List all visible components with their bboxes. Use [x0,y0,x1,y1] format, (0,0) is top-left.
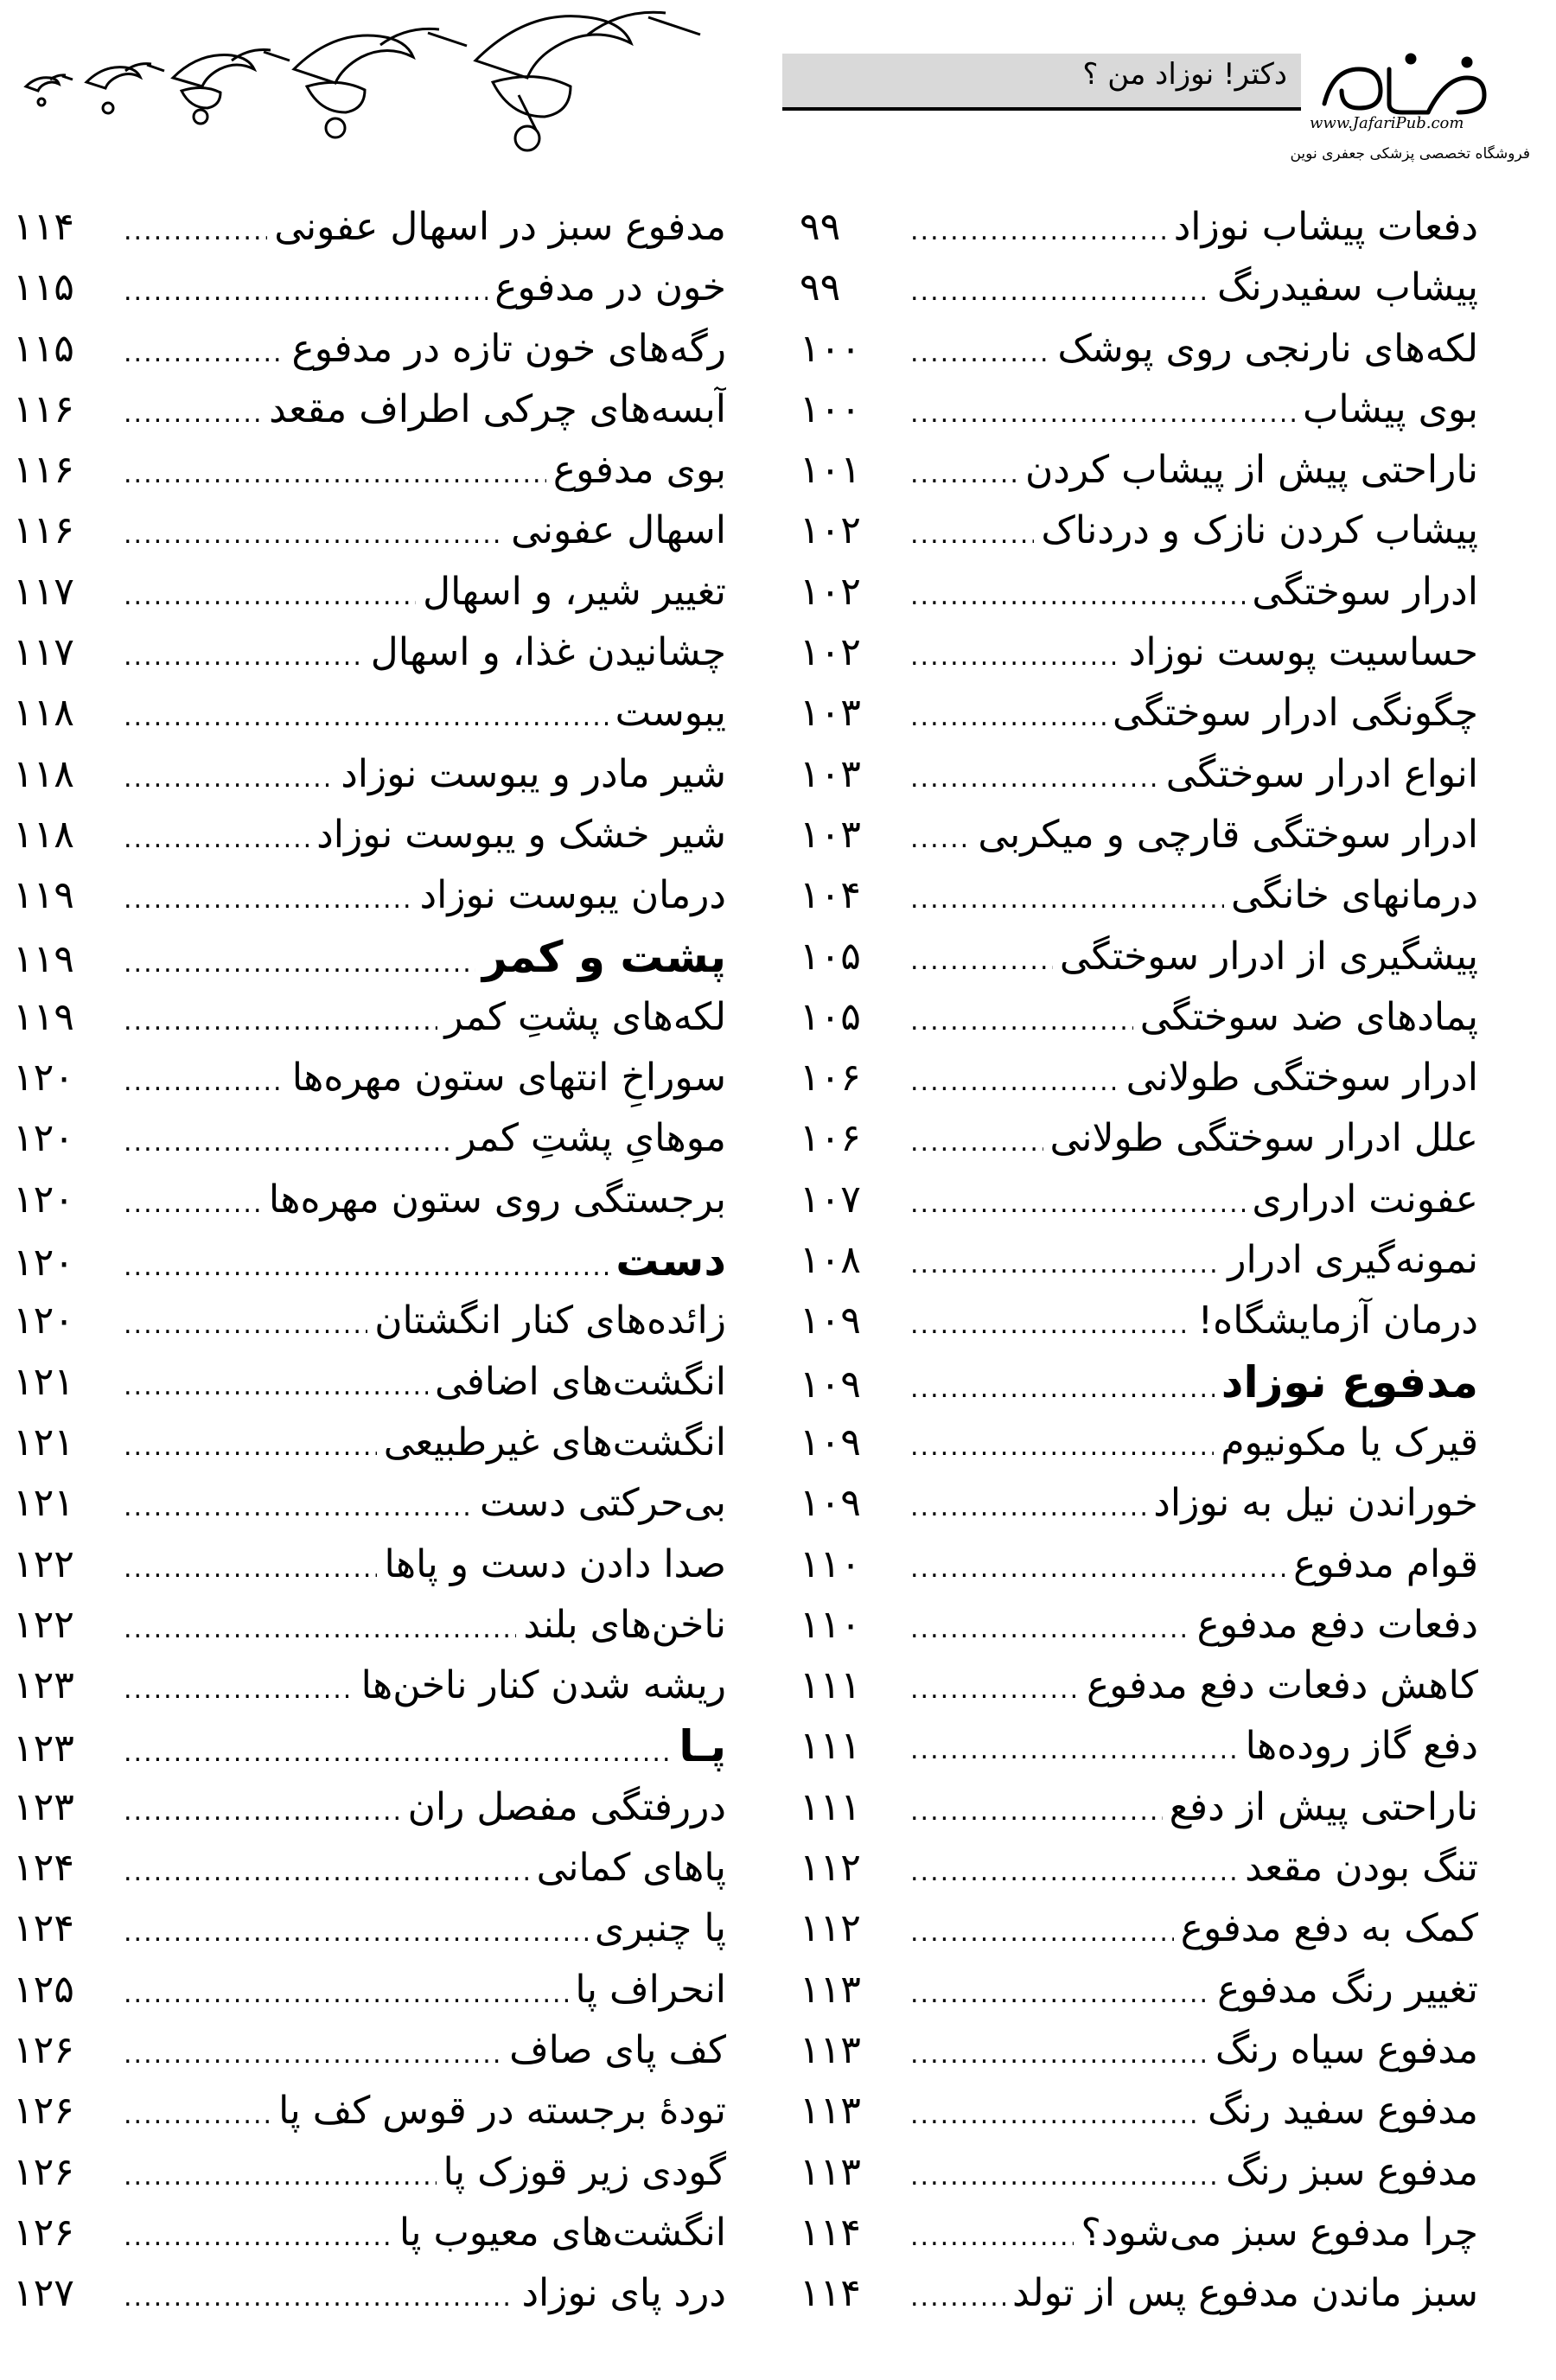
toc-dot-leader [910,1174,1245,1230]
toc-entry-title: تغییر شیر، و اسهال [423,569,726,614]
toc-dot-leader [124,2025,502,2081]
toc-entry-title: مدفوع سفید رنگ [1207,2089,1478,2134]
toc-dot-leader [910,1359,1215,1413]
toc-dot-leader [910,627,1122,683]
toc-entry-title: آبسه‌های چرکی اطراف مقعد [269,386,726,431]
toc-entry [13,258,726,318]
toc-page-number: ۱۱۷ [13,569,74,614]
toc-entry-title: مدفوع سیاه رنگ [1215,2027,1478,2072]
toc-page-number: ۱۰۰ [800,326,861,371]
toc-entry-title: سبز ماندن مدفوع پس از تولد [1012,2271,1478,2316]
toc-entry-title: پشت و کمر [481,931,726,982]
toc-section-heading [13,927,726,987]
toc-page-number: ۱۰۹ [800,1481,861,1526]
toc-column-right [800,197,1478,2376]
toc-dot-leader [910,444,1018,501]
book-title: دکتر! نوزاد من ؟ [1082,57,1287,92]
toc-entry [13,1898,726,1959]
toc-dot-leader [124,1599,516,1656]
toc-dot-leader [910,1903,1174,1959]
toc-entry [800,1535,1478,1595]
toc-entry-title: قوام مدفوع [1293,1541,1478,1586]
toc-page-number: ۱۲۳ [13,1663,74,1708]
toc-entry [800,1656,1478,1716]
toc-page-number: ۱۲۶ [13,2089,74,2134]
toc-entry [13,683,726,743]
toc-dot-leader [124,505,504,561]
toc-dot-leader [910,384,1296,440]
toc-page-number: ۱۱۴ [800,2210,861,2255]
store-name: فروشگاه تخصصی پزشکی جعفری نوین [1290,145,1530,163]
toc-entry-title: نمونه‌گیری ادرار [1228,1238,1478,1283]
toc-entry [800,197,1478,258]
toc-section-heading [800,1352,1478,1413]
toc-entry-title: موهایِ پشتِ کمر [457,1116,726,1161]
toc-dot-leader [910,2207,1074,2263]
toc-entry [13,744,726,805]
toc-entry [13,2020,726,2081]
toc-entry-title: مدفوع نوزاد [1221,1356,1478,1407]
toc-dot-leader [124,2207,392,2263]
toc-page-number: ۱۲۱ [13,1420,74,1464]
toc-entry-title: ادرار سوختگی [1252,569,1478,614]
toc-dot-leader [124,444,546,501]
toc-entry-title: ناخن‌های بلند [523,1602,726,1647]
toc-entry-title: چرا مدفوع سبز می‌شود؟ [1081,2210,1478,2255]
toc-entry-title: پا چنبری [594,1906,726,1951]
toc-entry [800,1595,1478,1656]
toc-dot-leader [910,809,971,865]
toc-entry-title: علل ادرار سوختگی طولانی [1049,1116,1478,1161]
toc-page-number: ۱۲۱ [13,1359,74,1404]
toc-entry [800,987,1478,1048]
toc-page-number: ۱۱۸ [13,812,74,857]
toc-entry [13,622,726,683]
toc-page-number: ۱۰۱ [800,448,861,493]
toc-page-number: ۱۰۲ [800,630,861,675]
toc-list [800,197,1478,2324]
toc-entry-title: سوراخِ انتهای ستون مهره‌ها [291,1056,726,1101]
toc-entry [13,1048,726,1108]
toc-dot-leader [910,1295,1191,1351]
toc-dot-leader [124,262,488,318]
toc-page-number: ۹۹ [800,265,841,310]
toc-page-number: ۱۰۵ [800,994,861,1039]
toc-page-number: ۱۲۳ [13,1784,74,1829]
toc-page-number: ۹۹ [800,205,841,249]
toc-entry-title: درمان یبوست نوزاد [419,873,726,918]
toc-dot-leader [124,201,267,258]
toc-page-number: ۱۱۹ [13,873,74,918]
toc-dot-leader [910,1599,1190,1656]
toc-dot-leader [124,2268,514,2324]
toc-entry [800,1960,1478,2020]
toc-dot-leader [910,1539,1286,1595]
toc-page-number: ۱۰۲ [800,569,861,614]
toc-entry-title: عفونت ادراری [1252,1177,1478,1222]
toc-entry-title: دفعات پیشاب نوزاد [1173,205,1478,249]
toc-page-number: ۱۱۳ [800,1967,861,2012]
stork-illustration-icon [9,0,743,156]
toc-entry-title: صدا دادن دست و پاها [384,1541,726,1586]
toc-entry [800,562,1478,622]
toc-entry [800,2081,1478,2141]
toc-page-number: ۱۲۰ [13,1056,74,1101]
toc-dot-leader [124,1660,354,1716]
toc-dot-leader [124,870,413,926]
toc-entry-title: درمان آزمایشگاه! [1197,1298,1478,1343]
toc-page-number: ۱۱۴ [13,205,74,249]
publisher-url: www.JafariPub.com [1310,114,1464,132]
toc-page-number: ۱۱۳ [800,2149,861,2194]
toc-entry [800,2020,1478,2081]
toc-page-number: ۱۱۲ [800,1906,861,1951]
toc-dot-leader [910,2268,1005,2324]
toc-dot-leader [124,1052,285,1108]
toc-entry [800,622,1478,683]
toc-entry [13,380,726,440]
toc-dot-leader [910,1720,1239,1777]
toc-entry-title: شیر مادر و یبوست نوزاد [341,751,726,796]
toc-column-left [13,197,726,2376]
toc-entry-title: کمک به دفع مدفوع [1180,1906,1478,1951]
toc-entry [13,319,726,380]
toc-entry [13,865,726,926]
toc-dot-leader [910,505,1034,561]
toc-entry-title: کاهش دفعات دفع مدفوع [1086,1663,1478,1708]
toc-entry [13,1595,726,1656]
toc-entry-title: دررفتگی مفصل ران [407,1784,726,1829]
toc-dot-leader [910,2147,1219,2203]
toc-page-number: ۱۰۶ [800,1056,861,1101]
toc-entry [13,501,726,561]
toc-entry [800,2203,1478,2263]
toc-dot-leader [910,1782,1163,1838]
toc-entry [800,1838,1478,1898]
toc-entry [800,2263,1478,2324]
toc-list [13,197,726,2324]
toc-entry-title: انگشت‌های معیوب پا [399,2210,726,2255]
toc-entry-title: کف پای صاف [509,2027,726,2072]
toc-entry-title: بوی پیشاب [1302,386,1478,431]
toc-entry [13,1838,726,1898]
toc-entry-title: ناراحتی پیش از پیشاب کردن [1024,448,1478,493]
toc-entry [800,501,1478,561]
toc-entry-title: چگونگی ادرار سوختگی [1112,691,1478,736]
toc-dot-leader [124,1417,377,1473]
toc-dot-leader [910,2085,1201,2141]
toc-dot-leader [910,931,1053,987]
toc-page-number: ۱۰۳ [800,691,861,736]
toc-entry [800,440,1478,501]
toc-entry [800,1716,1478,1777]
toc-entry-title: قیرک یا مکونیوم [1221,1420,1478,1464]
toc-entry-title: خوراندن نیل به نوزاد [1153,1481,1478,1526]
toc-entry [800,2142,1478,2203]
page-header [0,0,1556,173]
toc-page-number: ۱۰۷ [800,1177,861,1222]
toc-entry [800,1898,1478,1959]
toc-page-number: ۱۰۹ [800,1420,861,1464]
toc-page-number: ۱۰۹ [800,1298,861,1343]
toc-entry-title: گودی زیر قوزک پا [443,2149,726,2194]
toc-entry [13,987,726,1048]
toc-dot-leader [910,870,1224,926]
toc-entry [800,258,1478,318]
toc-entry-title: شیر خشک و یبوست نوزاد [316,812,726,857]
toc-entry [13,1291,726,1351]
toc-page-number: ۱۲۲ [13,1602,74,1647]
toc-dot-leader [124,749,334,805]
toc-page-number: ۱۱۹ [13,936,74,981]
toc-page-number: ۱۰۸ [800,1238,861,1283]
toc-entry-title: تنگ بودن مقعد [1245,1846,1478,1891]
toc-page-number: ۱۱۸ [13,751,74,796]
toc-dot-leader [910,1052,1119,1108]
toc-page-number: ۱۲۰ [13,1116,74,1161]
toc-page-number: ۱۰۶ [800,1116,861,1161]
toc-entry [800,319,1478,380]
toc-dot-leader [124,809,309,865]
toc-page-number: ۱۱۴ [800,2271,861,2316]
toc-entry-title: لکه‌های نارنجی روی پوشک [1057,326,1478,371]
toc-page-number: ۱۱۲ [800,1846,861,1891]
toc-dot-leader [910,566,1245,622]
toc-dot-leader [910,201,1167,258]
toc-dot-leader [124,1842,530,1898]
toc-dot-leader [124,566,416,622]
toc-entry-title: بوی مدفوع [552,448,726,493]
toc-entry [13,1535,726,1595]
toc-entry-title: پـا [679,1721,726,1772]
toc-page-number: ۱۲۲ [13,1541,74,1586]
toc-entry-title: زائده‌های کنار انگشتان [374,1298,726,1343]
toc-dot-leader [910,1113,1043,1169]
toc-dot-leader [124,1782,401,1838]
toc-entry-title: ریشه شدن کنار ناخن‌ها [360,1663,726,1708]
toc-dot-leader [124,1295,367,1351]
toc-entry-title: بی‌حرکتی دست [480,1481,726,1526]
toc-entry-title: مدفوع سبز در اسهال عفونی [274,205,726,249]
toc-section-heading [13,1230,726,1291]
toc-entry-title: پیشگیری از ادرار سوختگی [1059,934,1478,979]
toc-entry [13,2203,726,2263]
toc-page-number: ۱۰۳ [800,812,861,857]
toc-dot-leader [910,1417,1214,1473]
toc-dot-leader [124,627,364,683]
toc-page-number: ۱۲۳ [13,1726,74,1771]
toc-entry-title: درمانهای خانگی [1231,873,1478,918]
toc-entry [13,1352,726,1413]
toc-page-number: ۱۰۰ [800,386,861,431]
toc-entry-title: دست [615,1235,726,1286]
toc-page-number: ۱۱۰ [800,1541,861,1586]
toc-dot-leader [910,323,1050,380]
toc-entry-title: حساسیت پوست نوزاد [1128,630,1478,675]
toc-page-number: ۱۱۱ [800,1724,861,1769]
toc-entry [800,805,1478,865]
toc-page-number: ۱۱۱ [800,1663,861,1708]
toc-page-number: ۱۰۳ [800,751,861,796]
toc-dot-leader [124,1964,568,2020]
toc-entry-title: لکه‌های پشتِ کمر [444,994,726,1039]
toc-entry-title: چشانیدن غذا، و اسهال [370,630,726,675]
toc-entry-title: اسهال عفونی [511,508,726,553]
toc-dot-leader [910,2025,1208,2081]
toc-entry-title: انگشت‌های اضافی [435,1359,726,1404]
toc-dot-leader [124,2085,271,2141]
toc-entry-title: دفعات دفع مدفوع [1196,1602,1478,1647]
toc-entry-title: ناراحتی پیش از دفع [1169,1784,1478,1829]
toc-entry [800,380,1478,440]
toc-page-number: ۱۱۱ [800,1784,861,1829]
toc-entry-title: رگه‌های خون تازه در مدفوع [291,326,726,371]
toc-entry [13,2081,726,2141]
toc-page-number: ۱۱۰ [800,1602,861,1647]
toc-entry [800,1230,1478,1291]
toc-entry [800,683,1478,743]
toc-page-number: ۱۱۷ [13,630,74,675]
toc-entry [13,2263,726,2324]
toc-page-number: ۱۱۶ [13,448,74,493]
toc-page-number: ۱۲۵ [13,1967,74,2012]
toc-dot-leader [124,384,262,440]
toc-entry-title: تودهٔ برجسته در قوس کف پا [278,2089,726,2134]
toc-entry-title: برجستگی روی ستون مهره‌ها [268,1177,726,1222]
toc-entry [800,1413,1478,1473]
toc-dot-leader [124,1174,262,1230]
toc-dot-leader [910,1477,1146,1534]
toc-page-number: ۱۲۰ [13,1241,74,1286]
toc-entry-title: خون در مدفوع [494,265,726,310]
toc-entry [13,197,726,258]
toc-entry [13,1777,726,1838]
toc-entry-title: پاهای کمانی [536,1846,726,1891]
running-header-bar [782,54,1301,111]
toc-dot-leader [124,1237,609,1291]
toc-page-number: ۱۱۵ [13,326,74,371]
toc-entry [13,1656,726,1716]
toc-dot-leader [910,262,1210,318]
toc-entry [13,805,726,865]
toc-entry-title: مدفوع سبز رنگ [1226,2149,1478,2194]
toc-dot-leader [124,687,609,743]
toc-dot-leader [124,1477,473,1534]
toc-dot-leader [124,1539,377,1595]
toc-entry-title: دفع گاز روده‌ها [1245,1724,1478,1769]
toc-entry [800,744,1478,805]
toc-section-heading [13,1716,726,1777]
toc-entry [800,927,1478,987]
toc-page-number: ۱۰۵ [800,934,861,979]
toc-page-number: ۱۱۸ [13,691,74,736]
toc-page-number: ۱۲۴ [13,1846,74,1891]
toc-dot-leader [124,1356,428,1413]
toc-dot-leader [124,1113,450,1169]
toc-entry [13,2142,726,2203]
toc-page-number: ۱۱۹ [13,994,74,1039]
toc-dot-leader [910,687,1106,743]
toc-entry-title: پیشاب سفیدرنگ [1217,265,1478,310]
toc-dot-leader [124,934,475,987]
toc-page-number: ۱۱۶ [13,386,74,431]
toc-entry-title: پمادهای ضد سوختگی [1139,994,1478,1039]
toc-page-number: ۱۱۳ [800,2089,861,2134]
toc-dot-leader [910,1964,1210,2020]
toc-entry [800,1108,1478,1169]
toc-dot-leader [124,2147,437,2203]
toc-dot-leader [910,1235,1221,1291]
toc-entry-title: انحراف پا [575,1967,726,2012]
toc-dot-leader [910,1842,1238,1898]
toc-page-number: ۱۱۳ [800,2027,861,2072]
toc-entry-title: یبوست [615,691,726,736]
toc-entry [13,440,726,501]
toc-page-number: ۱۲۱ [13,1481,74,1526]
toc-entry [800,865,1478,926]
toc-page-number: ۱۰۹ [800,1362,861,1407]
toc-dot-leader [124,992,437,1048]
toc-dot-leader [910,992,1133,1048]
toc-entry-title: انگشت‌های غیرطبیعی [383,1420,726,1464]
toc-dot-leader [910,749,1159,805]
toc-entry-title: تغییر رنگ مدفوع [1217,1967,1478,2012]
toc-dot-leader [124,1903,588,1959]
toc-entry [800,1170,1478,1230]
toc-dot-leader [124,1723,672,1777]
toc-page-number: ۱۲۰ [13,1177,74,1222]
toc-entry-title: پیشاب کردن نازک و دردناک [1041,508,1478,553]
toc-page-number: ۱۲۶ [13,2149,74,2194]
toc-entry-title: ادرار سوختگی قارچی و میکربی [978,812,1478,857]
toc-page-number: ۱۲۴ [13,1906,74,1951]
toc-entry [13,562,726,622]
toc-dot-leader [910,1660,1080,1716]
toc-entry-title: ادرار سوختگی طولانی [1126,1056,1478,1101]
toc-page-number: ۱۲۷ [13,2271,74,2316]
toc-page-number: ۱۲۶ [13,2027,74,2072]
toc-entry [13,1170,726,1230]
toc-page-number: ۱۲۰ [13,1298,74,1343]
toc-entry-title: درد پای نوزاد [521,2271,726,2316]
toc-page-number: ۱۲۶ [13,2210,74,2255]
toc-entry [800,1777,1478,1838]
toc-entry [800,1473,1478,1534]
toc-dot-leader [124,323,285,380]
toc-entry-title: انواع ادرار سوختگی [1165,751,1478,796]
toc-entry [13,1960,726,2020]
toc-page-number: ۱۰۴ [800,873,861,918]
toc-page-number: ۱۱۵ [13,265,74,310]
toc-entry [13,1108,726,1169]
toc-entry [13,1473,726,1534]
toc-page-number: ۱۰۲ [800,508,861,553]
toc-entry [800,1048,1478,1108]
toc-entry [13,1413,726,1473]
toc-page-number: ۱۱۶ [13,508,74,553]
toc-entry [800,1291,1478,1351]
